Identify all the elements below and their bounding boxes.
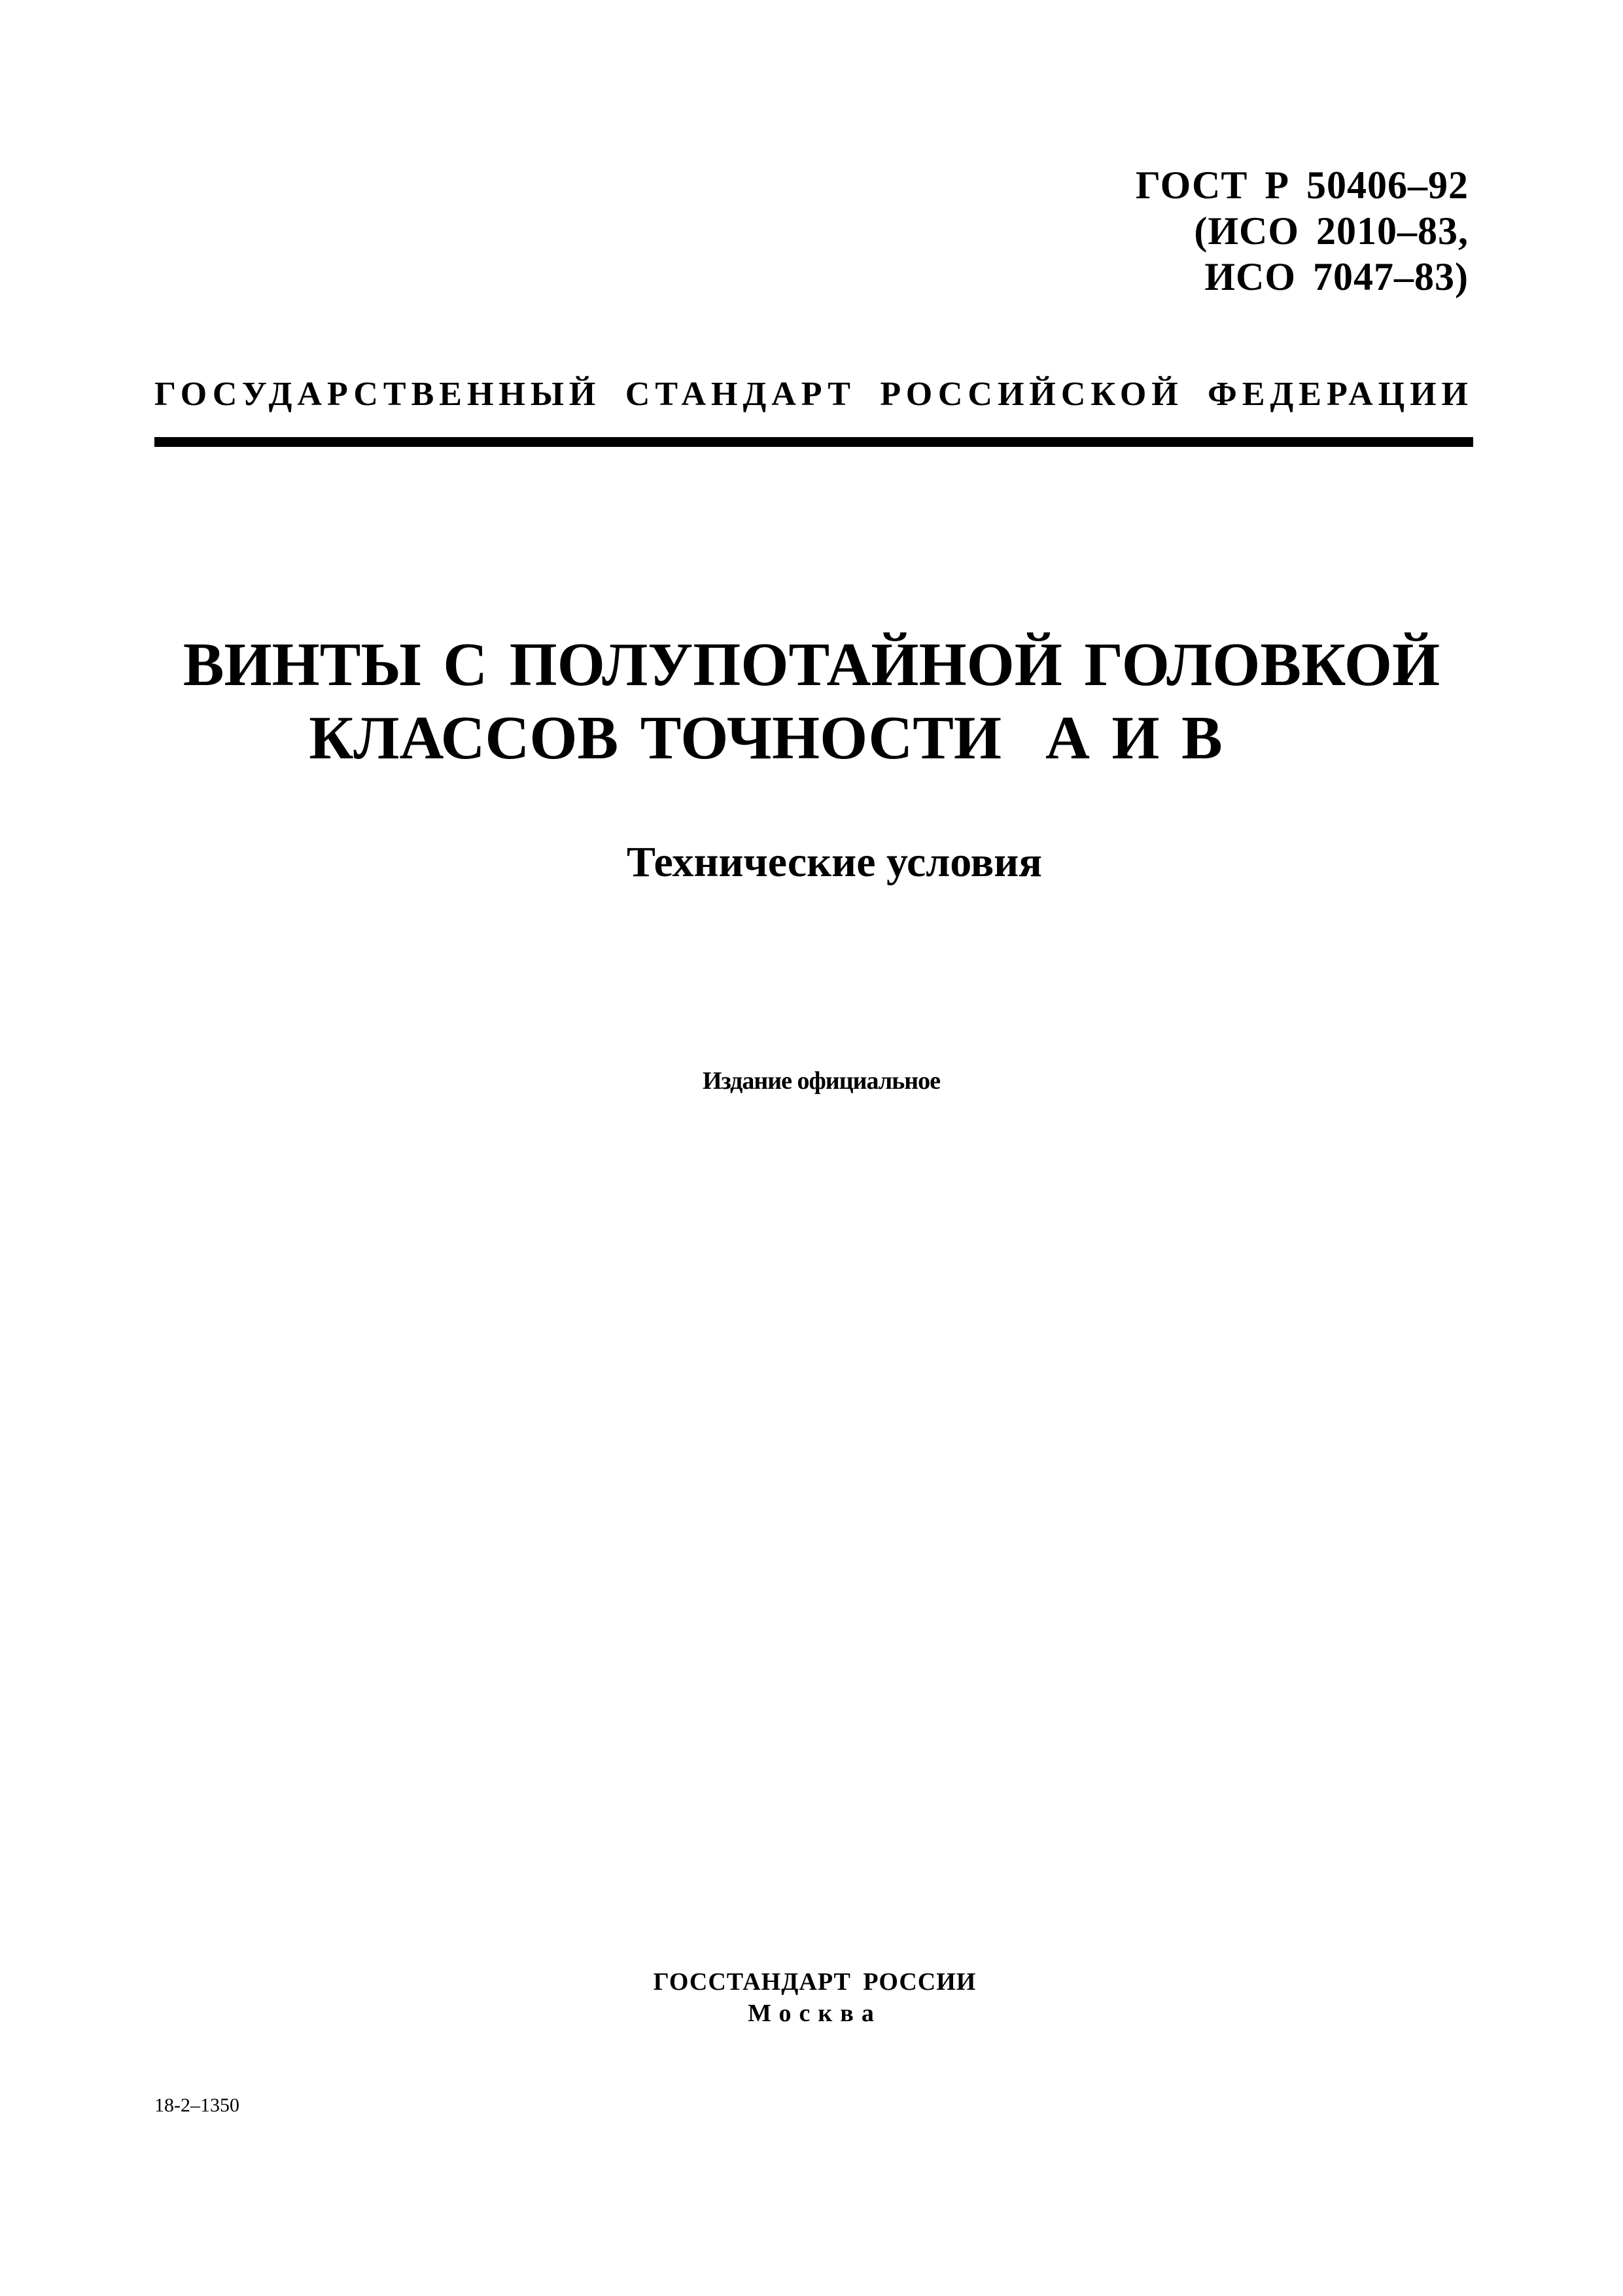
- publisher-block: [0, 1966, 1623, 2029]
- document-title: [0, 628, 1623, 775]
- standard-designation: [1136, 162, 1469, 300]
- state-standard-banner: ГОСУДАРСТВЕННЫЙ СТАНДАРТ РОССИЙСКОЙ ФЕДЕРАЦИИ: [154, 376, 1473, 413]
- edition-label: Издание официальное: [702, 1067, 940, 1095]
- header-rule: [154, 437, 1473, 447]
- standard-number: ГОСТ Р 50406–92: [1135, 164, 1469, 207]
- document-subtitle: Технические условия: [626, 838, 1043, 886]
- publisher-name: ГОССТАНДАРТ РОССИИ: [653, 1968, 977, 1996]
- title-line-2: КЛАССОВ ТОЧНОСТИ А И В: [309, 704, 1223, 772]
- title-line-1: ВИНТЫ С ПОЛУПОТАЙНОЙ ГОЛОВКОЙ: [183, 631, 1440, 699]
- iso-reference-1: (ИСО 2010–83,: [1194, 209, 1469, 253]
- publisher-city: Москва: [748, 2000, 882, 2027]
- iso-reference-2: ИСО 7047–83): [1204, 255, 1469, 298]
- print-code: 18-2–1350: [154, 2094, 239, 2116]
